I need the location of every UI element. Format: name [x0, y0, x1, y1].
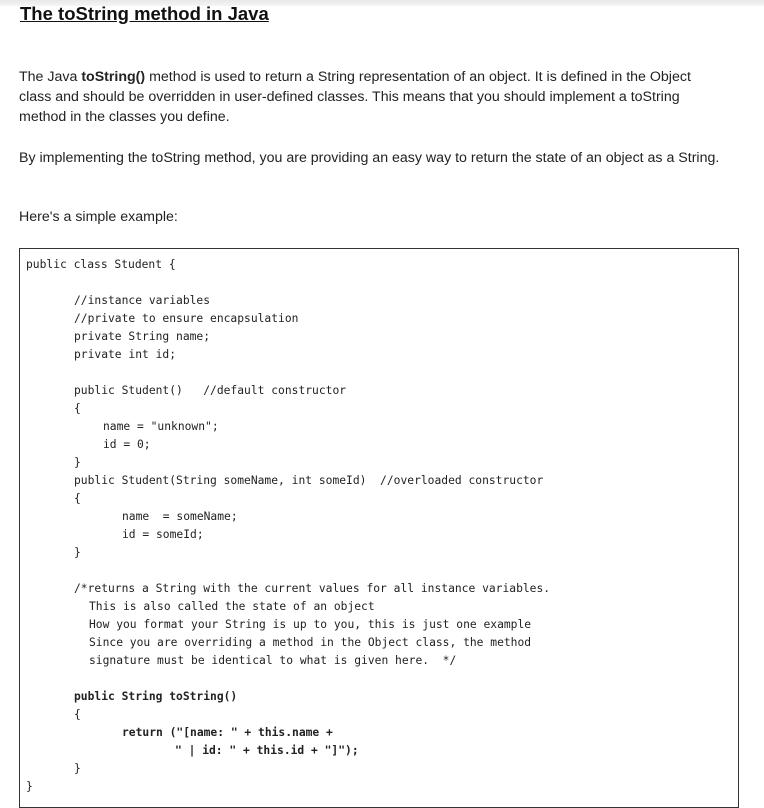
intro-method-name: toString(): [81, 69, 146, 85]
code-line: name = someName;: [122, 510, 238, 523]
code-line: private int id;: [74, 348, 177, 361]
code-line: This is also called the state of an object: [89, 600, 375, 613]
state-paragraph: By implementing the toString method, you are providing an easy way to return the state of an object as a String.: [19, 150, 720, 166]
code-line: }: [26, 780, 33, 793]
code-line: }: [74, 762, 81, 775]
code-line: Since you are overriding a method in the Object class, the method: [89, 636, 532, 649]
code-line: }: [74, 456, 81, 469]
code-line: public class Student {: [26, 258, 176, 271]
code-line: private String name;: [74, 330, 211, 343]
code-line: //private to ensure encapsulation: [74, 312, 299, 325]
code-line: signature must be identical to what is given here. */: [89, 654, 457, 667]
code-line: id = 0;: [103, 438, 151, 451]
code-line: public String toString(): [74, 690, 238, 703]
intro-after: method is used to return a String representation of an object. It is defined in the Object class and should be overridden in user-defined classes. This means that you should implement a toString method in the classes you define.: [19, 69, 691, 125]
code-line: {: [74, 492, 81, 505]
page-title: The toString method in Java: [20, 3, 269, 24]
code-line: id = someId;: [122, 528, 204, 541]
code-line: }: [74, 546, 81, 559]
example-intro: Here's a simple example:: [19, 209, 178, 225]
intro-before: The Java: [19, 69, 82, 85]
code-line: How you format your String is up to you, this is just one example: [89, 618, 532, 631]
code-line: {: [74, 402, 81, 415]
intro-paragraph: [19, 67, 724, 127]
code-line: //instance variables: [74, 294, 211, 307]
code-line: /*returns a String with the current values for all instance variables.: [74, 582, 551, 595]
code-line: " | id: " + this.id + "]");: [175, 744, 359, 757]
code-line: name = "unknown";: [103, 420, 219, 433]
code-block: [19, 248, 739, 808]
code-line: {: [74, 708, 81, 721]
code-line: public Student() //default constructor: [74, 384, 347, 397]
code-line: return ("[name: " + this.name +: [122, 726, 333, 739]
code-line: public Student(String someName, int someId) //overloaded constructor: [74, 474, 544, 487]
